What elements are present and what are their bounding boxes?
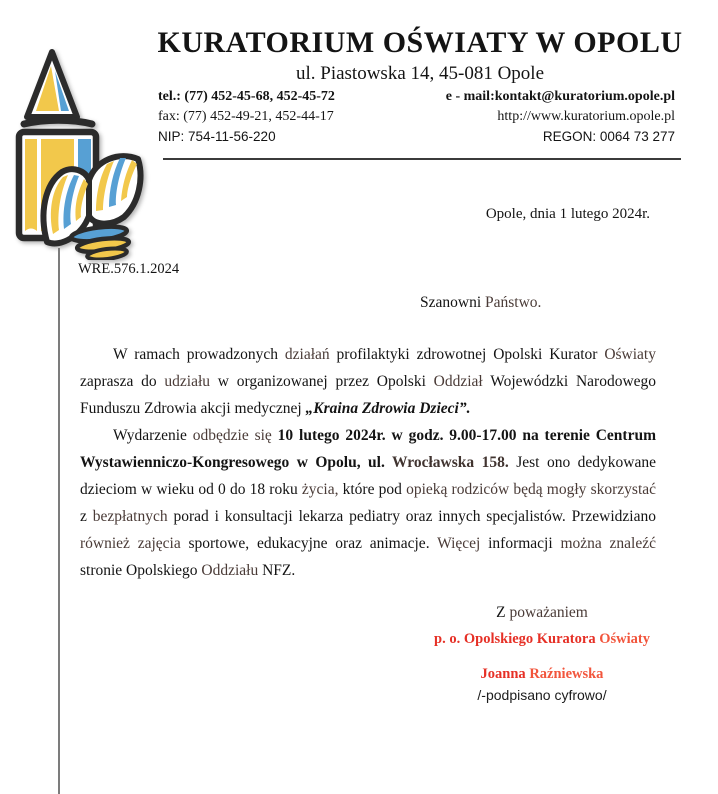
- signature-block: [408, 604, 676, 703]
- contact-nip: NIP: 754-11-56-220: [158, 129, 276, 144]
- contact-block-right: [446, 87, 675, 147]
- letterhead: [150, 26, 690, 86]
- organization-address: ul. Piastowska 14, 45-081 Opole: [295, 63, 545, 84]
- date-line: Opole, dnia 1 lutego 2024r.: [485, 206, 650, 222]
- salutation: Szanowni Państwo.: [420, 294, 542, 311]
- contact-block-left: [158, 87, 335, 147]
- digital-signature-note: /-podpisano cyfrowo/: [477, 687, 607, 703]
- contact-email: e - mail:kontakt@kuratorium.opole.pl: [445, 89, 675, 104]
- contact-fax: fax: (77) 452-49-21, 452-44-17: [158, 109, 334, 124]
- body-paragraph-1: W ramach prowadzonych działań profilaktyki zdrowotnej Opolski Kurator Oświaty zaprasza do udziału w organizowanej przez Opolski Oddział Wojewódzki Narodowego Funduszu Zdrowia akcji medycznej „Kraina Zdrowia Dzieci”.: [80, 346, 657, 417]
- organization-title: KURATORIUM OŚWIATY W OPOLU: [157, 26, 683, 59]
- contact-phone: tel.: (77) 452-45-68, 452-45-72: [158, 89, 335, 104]
- reference-number: WRE.576.1.2024: [78, 261, 180, 277]
- contact-website: http://www.kuratorium.opole.pl: [497, 109, 675, 124]
- signer-name: Joanna Raźniewska: [480, 666, 604, 682]
- left-margin-rule: [58, 248, 60, 794]
- header-divider: [163, 158, 681, 160]
- signer-role: p. o. Opolskiego Kuratora Oświaty: [434, 631, 650, 647]
- letter-body: [80, 341, 656, 584]
- contact-regon: REGON: 0064 73 277: [542, 129, 675, 144]
- body-paragraph-2: Wydarzenie odbędzie się 10 lutego 2024r. w godz. 9.00-17.00 na terenie Centrum Wystawienniczo-Kongresowego w Opolu, ul. Wrocławska 158. Jest ono dedykowane dzieciom w wieku od 0 do 18 roku życia, które pod opieką rodziców będą mogły skorzystać z bezpłatnych porad i konsultacji lekarza pediatry oraz innych specjalistów. Przewidziano również zajęcia sportowe, edukacyjne oraz animacje. Więcej informacji można znaleźć stronie Opolskiego Oddziału NFZ.: [80, 427, 657, 579]
- kuratorium-tower-book-logo-icon: [10, 45, 150, 260]
- closing-phrase: Z poważaniem: [496, 604, 588, 621]
